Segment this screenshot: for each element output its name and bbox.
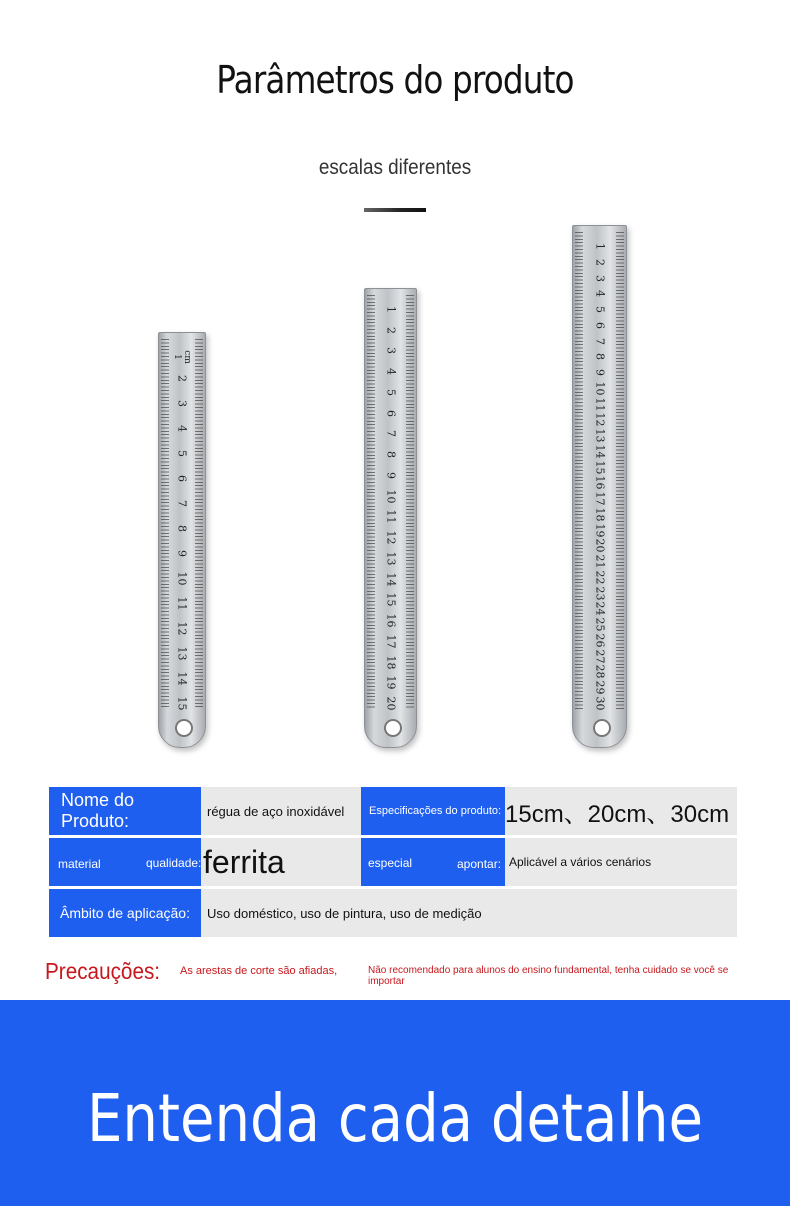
material-label: material — [58, 857, 101, 871]
ruler-number: 7 — [593, 337, 606, 345]
ruler-number: 5 — [593, 306, 606, 314]
ruler-number: 19 — [593, 523, 606, 538]
ruler-number: 28 — [593, 664, 606, 679]
ruler-number: 30 — [593, 696, 606, 711]
ruler-number: 2 — [593, 258, 606, 266]
ruler-number: 21 — [593, 554, 606, 569]
material-label-cell — [49, 838, 201, 886]
page-title: Parâmetros do produto — [216, 58, 574, 102]
ruler-number: 14 — [384, 572, 397, 587]
banner-text: Entenda cada detalhe — [86, 1080, 704, 1157]
ruler-number: 2 — [175, 375, 189, 382]
ruler-20cm-image — [364, 288, 417, 748]
ruler-number: 1 — [593, 243, 606, 250]
ruler-number: 3 — [175, 400, 189, 407]
ruler-ticks-left — [161, 339, 169, 709]
ruler-number: 20 — [593, 538, 606, 553]
ruler-number: 12 — [384, 530, 397, 545]
spec-value: 15cm、20cm、30cm — [505, 787, 737, 835]
ruler-number: 9 — [384, 471, 397, 479]
ruler-number: 3 — [384, 347, 397, 355]
product-name-label: Nome do Produto: — [49, 787, 201, 835]
ruler-number: 23 — [593, 586, 606, 601]
ruler-number: 10 — [593, 381, 606, 396]
special-label-cell — [361, 838, 505, 886]
ruler-number: 7 — [175, 500, 189, 507]
precaution-item-1: As arestas de corte são afiadas, — [180, 965, 338, 977]
ruler-number: 29 — [593, 680, 606, 695]
ruler-number: 10 — [384, 489, 397, 504]
ruler-number: 1 — [384, 306, 397, 313]
ruler-30cm-image — [572, 225, 627, 748]
product-name-value: régua de aço inoxidável — [201, 787, 361, 835]
ruler-number: 4 — [175, 425, 189, 432]
ruler-number: 5 — [384, 388, 397, 396]
ruler-number: 12 — [175, 621, 189, 636]
ruler-ticks-right — [406, 295, 414, 709]
material-value: ferrita — [201, 838, 361, 886]
precautions — [45, 958, 765, 990]
ruler-number: 7 — [384, 430, 397, 438]
ruler-number: 19 — [384, 675, 397, 690]
ruler-number: 10 — [175, 571, 189, 586]
ruler-number: 14 — [175, 671, 189, 686]
ruler-number: 2 — [384, 326, 397, 334]
ruler-number: 13 — [175, 646, 189, 661]
ruler-number: 9 — [593, 369, 606, 377]
ruler-number: 26 — [593, 633, 606, 648]
ruler-number: 15 — [593, 460, 606, 475]
ruler-number: 18 — [593, 507, 606, 522]
ruler-15cm-image — [158, 332, 206, 748]
ruler-number: 6 — [175, 475, 189, 482]
title-divider — [364, 208, 426, 212]
spec-label: Especificações do produto: — [361, 787, 505, 835]
scope-value: Uso doméstico, uso de pintura, uso de medição — [201, 889, 737, 937]
ruler-number: 18 — [384, 655, 397, 670]
ruler-number: 12 — [593, 412, 606, 427]
ruler-number: 16 — [384, 613, 397, 628]
ruler-number: 27 — [593, 649, 606, 664]
special-label: especial — [368, 856, 413, 870]
ruler-number: 4 — [384, 368, 397, 376]
page-subtitle: escalas diferentes — [318, 156, 472, 179]
ruler-number: 3 — [593, 274, 606, 282]
quality-label: qualidade: — [146, 856, 202, 870]
ruler-ticks-right — [616, 232, 624, 709]
ruler-number: 8 — [384, 451, 397, 459]
ruler-number: 17 — [384, 634, 397, 649]
ruler-ticks-left — [575, 232, 583, 709]
ruler-number: 14 — [593, 444, 606, 459]
point-label: apontar: — [457, 857, 502, 871]
ruler-ticks-left — [367, 295, 375, 709]
scope-label: Âmbito de aplicação: — [49, 889, 201, 937]
ruler-number: 8 — [593, 353, 606, 361]
ruler-number: 11 — [384, 509, 397, 524]
ruler-ticks-right — [195, 339, 203, 709]
ruler-number: 20 — [384, 696, 397, 711]
ruler-number: 17 — [593, 491, 606, 506]
ruler-number: 16 — [593, 475, 606, 490]
ruler-number: 8 — [175, 525, 189, 532]
ruler-number: 11 — [175, 596, 189, 611]
ruler-hanging-hole — [593, 719, 611, 737]
ruler-number: 5 — [175, 450, 189, 457]
ruler-hanging-hole — [384, 719, 402, 737]
detail-banner — [0, 1000, 790, 1206]
ruler-number: 4 — [593, 290, 606, 298]
ruler-number: 13 — [384, 551, 397, 566]
precaution-item-2: Não recomendado para alunos do ensino fundamental, tenha cuidado se você se importar — [368, 965, 729, 987]
ruler-number: 24 — [593, 601, 606, 616]
ruler-number: 22 — [593, 570, 606, 585]
ruler-number: 13 — [593, 428, 606, 443]
ruler-number: cm 1 — [172, 350, 192, 364]
ruler-number: 6 — [384, 409, 397, 417]
ruler-number: 15 — [384, 592, 397, 607]
ruler-number: 9 — [175, 550, 189, 557]
ruler-number: 25 — [593, 617, 606, 632]
ruler-number: 15 — [175, 696, 189, 711]
ruler-hanging-hole — [175, 719, 193, 737]
precautions-title: Precauções: — [45, 958, 161, 984]
ruler-number: 11 — [593, 397, 606, 412]
ruler-number: 6 — [593, 321, 606, 329]
special-value: Aplicável a vários cenários — [505, 838, 737, 886]
